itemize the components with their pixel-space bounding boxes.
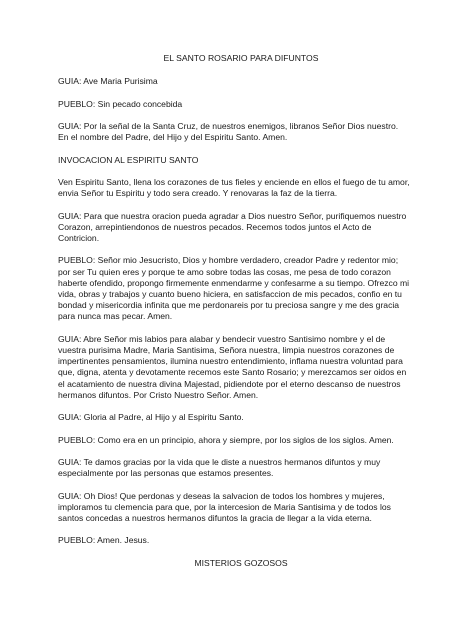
paragraph-guia-santa-cruz: GUIA: Por la señal de la Santa Cruz, de nuestros enemigos, libranos Señor Dios nuestro. En el nombre del Padre, del Hijo y del Espiritu Santo. Amen. <box>58 120 399 143</box>
section-heading-invocacion: INVOCACION AL ESPIRITU SANTO <box>58 154 199 165</box>
document-page <box>58 53 424 569</box>
document-title: EL SANTO ROSARIO PARA DIFUNTOS <box>163 53 319 63</box>
paragraph-pueblo-amen-jesus: PUEBLO: Amen. Jesus. <box>58 535 150 546</box>
paragraph-guia-acto-contricion: GUIA: Para que nuestra oracion pueda agradar a Dios nuestro Señor, purifiquemos nuestro Corazon, arrepintiendonos de nuestros pecados. Recemos todos juntos el Acto de Contricion. <box>58 210 407 243</box>
paragraph-ven-espiritu-santo: Ven Espiritu Santo, llena los corazones de tus fieles y enciende en ellos el fuego de tu amor, envia Señor tu Espiritu y todo sera creado. Y renovaras la faz de la tierra. <box>58 176 410 199</box>
paragraph-guia-gloria: GUIA: Gloria al Padre, al Hijo y al Espiritu Santo. <box>58 412 244 423</box>
paragraph-pueblo-como-era: PUEBLO: Como era en un principio, ahora y siempre, por los siglos de los siglos. Amen. <box>58 434 394 445</box>
paragraph-guia-abre-senor: GUIA: Abre Señor mis labios para alabar y bendecir vuestro Santisimo nombre y el de vuestra purisima Madre, Maria Santisima, Señora nuestra, limpia nuestros corazones de impertinentes pensamientos, ilumina nuestro entendimiento, inflama nuestra voluntad para que, digna, atenta y devotamente recemos este Santo Rosario; y merezcamos ser oidos en el acatamiento de nuestra divina Majestad, pidiendote por el eterno descanso de nuestros hermanos difuntos. Por Cristo Nuestro Señor. Amen. <box>58 333 407 400</box>
paragraph-guia-oh-dios: GUIA: Oh Dios! Que perdonas y deseas la salvacion de todos los hombres y mujeres, imploramos tu clemencia para que, por la intercesion de Maria Santisima y de todos los santos concedas a nuestros hermanos difuntos la gracia de llegar a la vida eterna. <box>58 490 391 523</box>
section-heading-misterios-gozosos: MISTERIOS GOZOSOS <box>194 557 288 568</box>
paragraph-guia-te-damos-gracias: GUIA: Te damos gracias por la vida que le diste a nuestros hermanos difuntos y muy especialmente por las personas que estamos presentes. <box>58 456 381 479</box>
paragraph-guia-ave-maria: GUIA: Ave Maria Purisima <box>58 76 158 87</box>
paragraph-pueblo-sin-pecado: PUEBLO: Sin pecado concebida <box>58 98 183 109</box>
paragraph-pueblo-senor-mio: PUEBLO: Señor mio Jesucristo, Dios y hombre verdadero, creador Padre y redentor mio; por ser Tu quien eres y porque te amo sobre todas las cosas, me pesa de todo corazon haberte ofendido, propongo firmemente enmendarme y confesarme a su tiempo. Ofrezco mi vida, obras y trabajos y cuanto bueno hiciera, en satisfaccion de mis pecados, confio en tu bondad y misericordia infinita que me perdonareis por tu preciosa sangre y me des gracia para nunca mas pecar. Amen. <box>58 255 410 322</box>
